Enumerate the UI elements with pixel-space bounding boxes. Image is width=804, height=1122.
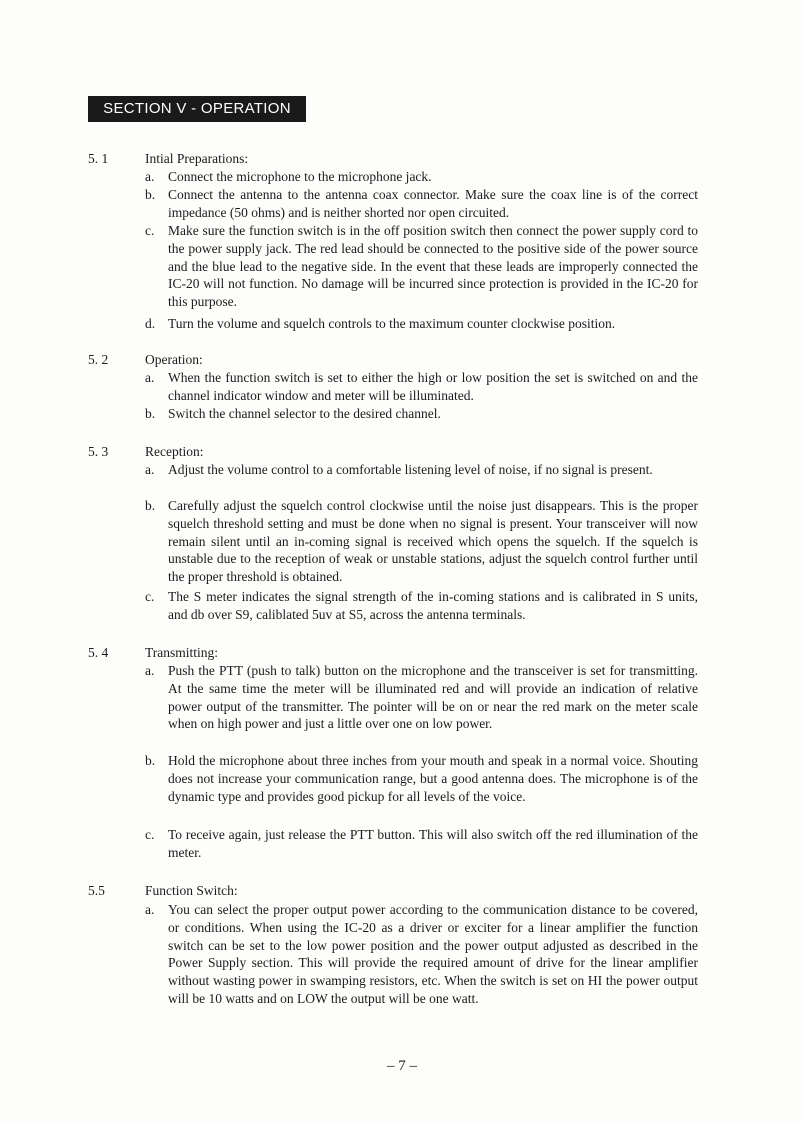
item-text: Hold the microphone about three inches from your mouth and speak in a normal voice. Shouting does not increase your communication range, but a good antenna does. The microphone is of the dynamic type and provides good pickup for all levels of the voice. [168,753,698,804]
section-number: 5.5 [88,883,105,898]
list-item [145,662,698,733]
item-text: Connect the antenna to the antenna coax connector. Make sure the coax line is of the correct impedance (50 ohms) and is neither shorted nor open circuited. [168,187,698,220]
item-text: You can select the proper output power according to the communication distance to be covered, or conditions. When using the IC-20 as a driver or exciter for a linear amplifier the function switch can be set to the low power position and the power output adjusted as described in the Power Supply section. This will provide the required amount of drive for the linear amplifier without wasting power in swamping resistors, etc. When the switch is set on HI the power output will be 10 watts and on LOW the output will be one watt. [168,902,698,1006]
item-letter: a. [145,169,155,184]
item-letter: c. [145,223,155,238]
item-letter: c. [145,827,155,842]
list-item [145,222,698,311]
item-text: Make sure the function switch is in the off position switch then connect the power supply cord to the power supply jack. The red lead should be connected to the positive side of the power source and the blue lead to the negative side. In the event that these leads are improperly connected the IC-20 will not function. No damage will be incurred since protection is provided in the IC-20 for this purpose. [168,223,698,310]
item-letter: b. [145,406,156,421]
item-text: The S meter indicates the signal strength of the in-coming stations and is calibrated in S units, and db over S9, caliblated 5uv at S5, across the antenna terminals. [168,589,698,622]
section-title: Function Switch: [145,883,238,898]
list-item [145,826,698,862]
section-title: Intial Preparations: [145,151,249,166]
section-title: Transmitting: [145,645,219,660]
item-text: Turn the volume and squelch controls to the maximum counter clockwise position. [168,316,616,331]
list-item [145,901,698,1008]
item-text: Adjust the volume control to a comfortable listening level of noise, if no signal is present. [168,462,653,477]
list-item [145,497,698,586]
item-letter: a. [145,370,155,385]
list-item [145,168,698,186]
item-letter: c. [145,589,155,604]
item-letter: b. [145,498,156,513]
list-item [145,315,698,333]
section-heading: SECTION V - OPERATION [88,96,306,122]
item-letter: b. [145,187,156,202]
list-item [145,588,698,624]
item-letter: a. [145,663,155,678]
item-letter: b. [145,753,156,768]
item-letter: a. [145,462,155,477]
item-text: Carefully adjust the squelch control clockwise until the noise just disappears. This is the proper squelch threshold setting and must be done when no signal is present. Your transceiver will now remain silent until an in-coming signal is received which opens the squelch. If the squelch is unstable due to the reception of weak or unstable stations, adjust the squelch control further until the proper threshold is obtained. [168,498,698,585]
list-item [145,752,698,805]
list-item [145,405,698,423]
item-text: When the function switch is set to either the high or low position the set is switched on and the channel indicator window and meter will be illuminated. [168,370,698,403]
item-text: Switch the channel selector to the desired channel. [168,406,441,421]
item-text: To receive again, just release the PTT button. This will also switch off the red illumination of the meter. [168,827,698,860]
section-title: Operation: [145,352,203,367]
page-number: – 7 – [387,1058,417,1074]
section-number: 5. 4 [88,645,109,660]
section-number: 5. 2 [88,352,109,367]
item-letter: d. [145,316,156,331]
section-number: 5. 3 [88,444,109,459]
section-title: Reception: [145,444,204,459]
section-number: 5. 1 [88,151,109,166]
item-text: Push the PTT (push to talk) button on the microphone and the transceiver is set for transmitting. At the same time the meter will be illuminated red and will provide an indication of relative power output of the transmitter. The pointer will be on or near the red mark on the meter scale when on high power and just a little over one on low power. [168,663,698,732]
list-item [145,369,698,405]
item-letter: a. [145,902,155,917]
item-text: Connect the microphone to the microphone jack. [168,169,432,184]
list-item [145,186,698,222]
list-item [145,461,698,479]
